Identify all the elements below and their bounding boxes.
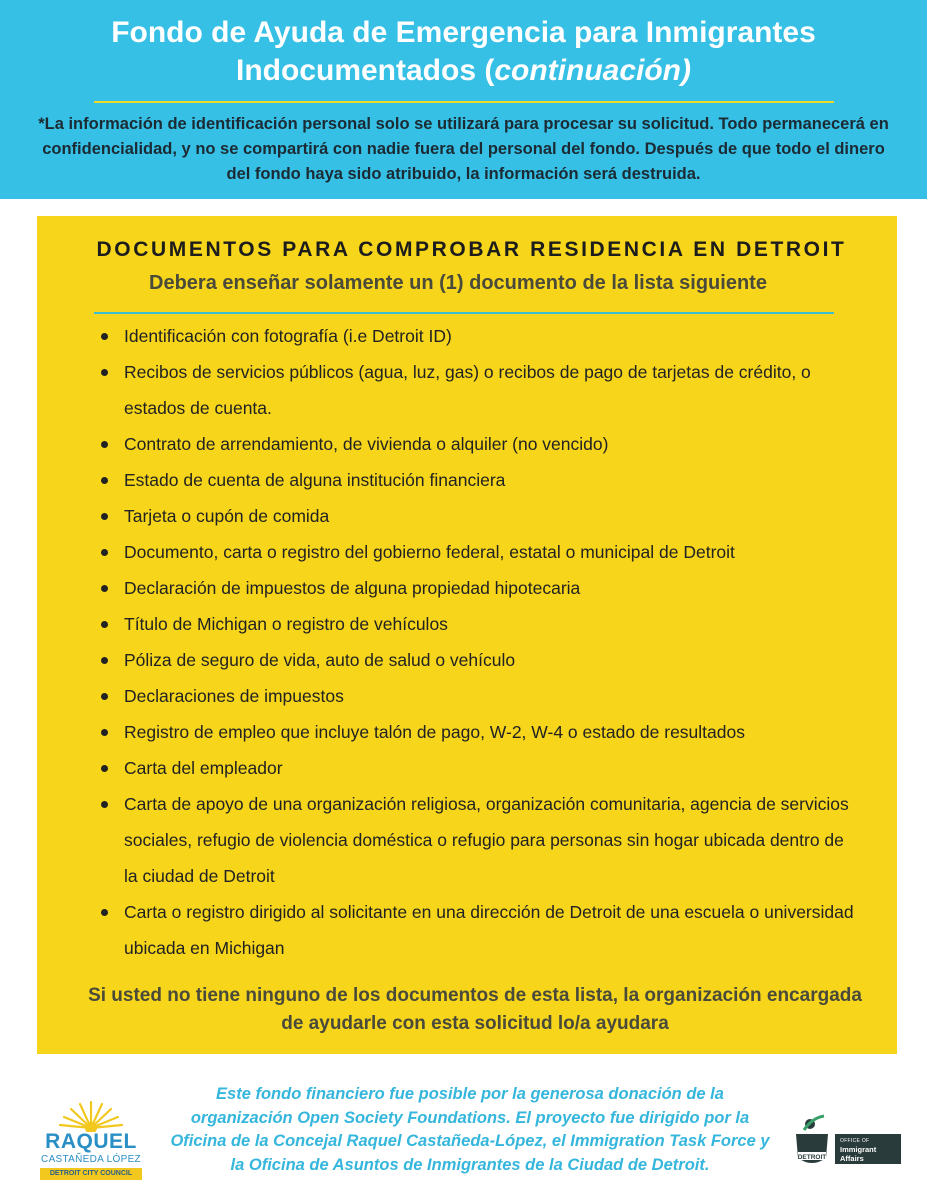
documents-list bbox=[98, 318, 858, 966]
logo-council: DETROIT CITY COUNCIL bbox=[40, 1168, 142, 1180]
title-divider bbox=[94, 101, 834, 103]
documents-divider bbox=[94, 312, 834, 314]
logo-name: RAQUEL bbox=[45, 1130, 137, 1153]
list-item: Identificación con fotografía (i.e Detroit ID) bbox=[98, 318, 858, 354]
privacy-notice: *La información de identificación personal solo se utilizará para procesar su solicitud. Todo permanecerá en confidencialidad, y no se compartirá con nadie fuera del personal del fondo. Después de que todo el dinero del fondo haya sido atribuido, la información será destruida. bbox=[38, 115, 889, 183]
list-item: Tarjeta o cupón de comida bbox=[98, 498, 858, 534]
council-logo bbox=[36, 1098, 146, 1182]
documents-heading: DOCUMENTOS PARA COMPROBAR RESIDENCIA EN DETROIT bbox=[96, 238, 847, 261]
list-item: Póliza de seguro de vida, auto de salud o vehículo bbox=[98, 642, 858, 678]
list-item: Carta o registro dirigido al solicitante en una dirección de Detroit de una escuela o universidad ubicada en Michigan bbox=[98, 894, 858, 966]
list-item: Estado de cuenta de alguna institución financiera bbox=[98, 462, 858, 498]
list-item: Carta de apoyo de una organización religiosa, organización comunitaria, agencia de servicios sociales, refugio de violencia doméstica o refugio para personas sin hogar ubicada dentro de la ciudad de Detroit bbox=[98, 786, 858, 894]
list-item: Declaración de impuestos de alguna propiedad hipotecaria bbox=[98, 570, 858, 606]
city-of-detroit-seal-icon bbox=[790, 1112, 834, 1172]
immigrant-affairs-logo bbox=[790, 1112, 905, 1172]
logo-surname: CASTAÑEDA LÓPEZ bbox=[41, 1154, 141, 1165]
list-item: Carta del empleador bbox=[98, 750, 858, 786]
list-item: Título de Michigan o registro de vehículos bbox=[98, 606, 858, 642]
title-line-1: Fondo de Ayuda de Emergencia para Inmigrantes bbox=[111, 16, 816, 49]
oia-small-label: OFFICE OF bbox=[840, 1138, 870, 1144]
oia-label-box bbox=[835, 1134, 901, 1164]
title-italic: continuación) bbox=[494, 54, 691, 87]
documents-subheading: Debera enseñar solamente un (1) documento de la lista siguiente bbox=[149, 272, 767, 294]
list-item: Recibos de servicios públicos (agua, luz, gas) o recibos de pago de tarjetas de crédito, o estados de cuenta. bbox=[98, 354, 858, 426]
title-line-2: Indocumentados (continuación) bbox=[236, 54, 691, 87]
funding-credit: Este fondo financiero fue posible por la generosa donación de la organización Open Society Foundations. El proyecto fue dirigido por la Oficina de la Concejal Raquel Castañeda-Lópe‌z, el Immigration Task Force y la Oficina de Asuntos de Inmigrantes de la Ciudad de Detroit. bbox=[170, 1085, 770, 1174]
list-item: Declaraciones de impuestos bbox=[98, 678, 858, 714]
list-item: Documento, carta o registro del gobierno federal, estatal o municipal de Detroit bbox=[98, 534, 858, 570]
list-item: Registro de empleo que incluye talón de pago, W-2, W-4 o estado de resultados bbox=[98, 714, 858, 750]
sun-icon bbox=[36, 1098, 146, 1132]
list-item: Contrato de arrendamiento, de vivienda o alquiler (no vencido) bbox=[98, 426, 858, 462]
page-title bbox=[0, 14, 927, 90]
oia-main-label: Immigrant Affairs bbox=[840, 1145, 877, 1163]
seal-city-label: DETROIT bbox=[797, 1154, 827, 1161]
closing-note: Si usted no tiene ninguno de los documentos de esta lista, la organización encargada de ayudarle con esta solicitud lo/a ayudara bbox=[88, 985, 862, 1034]
